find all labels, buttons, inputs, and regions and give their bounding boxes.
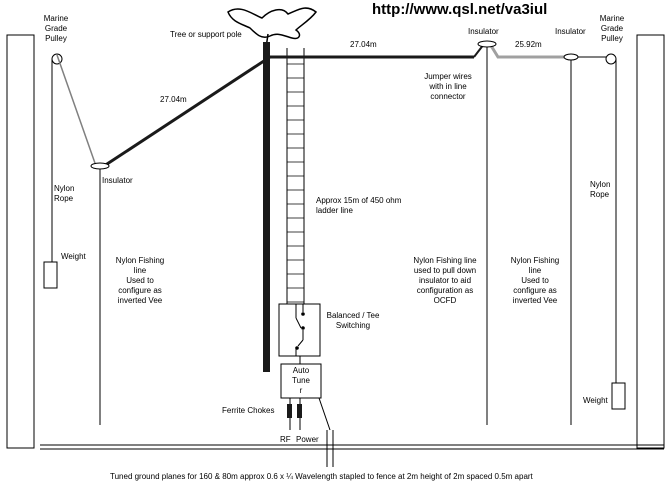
fishing-right-label: Nylon Fishing line Used to configure as inverted Vee <box>510 256 560 305</box>
insulator-top-mid-label: Insulator <box>468 27 499 36</box>
insulator-left-label: Insulator <box>102 176 133 185</box>
top-right-insulator <box>564 54 578 60</box>
right-post <box>637 35 664 448</box>
weight-right-label: Weight <box>583 396 608 405</box>
right-weight <box>612 383 625 409</box>
left-weight <box>44 262 57 288</box>
site-url[interactable]: http://www.qsl.net/va3iul <box>372 1 548 18</box>
fishing-left-label: Nylon Fishing line Used to configure as inverted Vee <box>115 256 165 305</box>
length-right-label: 25.92m <box>515 40 542 49</box>
slant-wire <box>104 57 270 166</box>
ladder-line-label: Approx 15m of 450 ohm ladder line <box>316 196 402 215</box>
length-top-label: 27.04m <box>350 40 377 49</box>
nylon-rope-left-label: Nylon Rope <box>54 184 75 203</box>
tuner-ground-line <box>319 398 330 430</box>
ground-planes-caption: Tuned ground planes for 160 & 80m approx 0.6 x ¼ Wavelength stapled to fence at 2m height of 2m spaced 0.5m apart <box>110 472 533 481</box>
right-pulley <box>606 54 616 64</box>
jumper-label: Jumper wires with in line connector <box>424 72 472 101</box>
nylon-rope-right-label: Nylon Rope <box>590 180 611 199</box>
tree-label: Tree or support pole <box>170 30 242 39</box>
autotuner-label: Auto Tune r <box>292 366 310 395</box>
power-label: Power <box>296 435 319 444</box>
left-rope-to-insulator <box>57 55 96 166</box>
switching-label: Balanced / Tee Switching <box>326 311 380 330</box>
top-mid-insulator <box>478 41 496 47</box>
left-insulator <box>91 163 109 169</box>
insulator-top-right-label: Insulator <box>555 27 586 36</box>
pulley-left-label: Marine Grade Pulley <box>43 14 69 43</box>
rf-label: RF <box>280 435 291 444</box>
fishing-mid-label: Nylon Fishing line used to pull down insulator to aid configuration as OCFD <box>413 256 477 305</box>
pulley-right-label: Marine Grade Pulley <box>599 14 625 43</box>
support-pole <box>263 42 270 372</box>
length-slant-label: 27.04m <box>160 95 187 104</box>
ladder-line <box>287 48 304 304</box>
ferrite-chokes <box>287 398 302 430</box>
chokes-label: Ferrite Chokes <box>222 406 275 415</box>
weight-left-label: Weight <box>61 252 86 261</box>
left-post <box>7 35 34 448</box>
switching-box <box>279 304 320 356</box>
